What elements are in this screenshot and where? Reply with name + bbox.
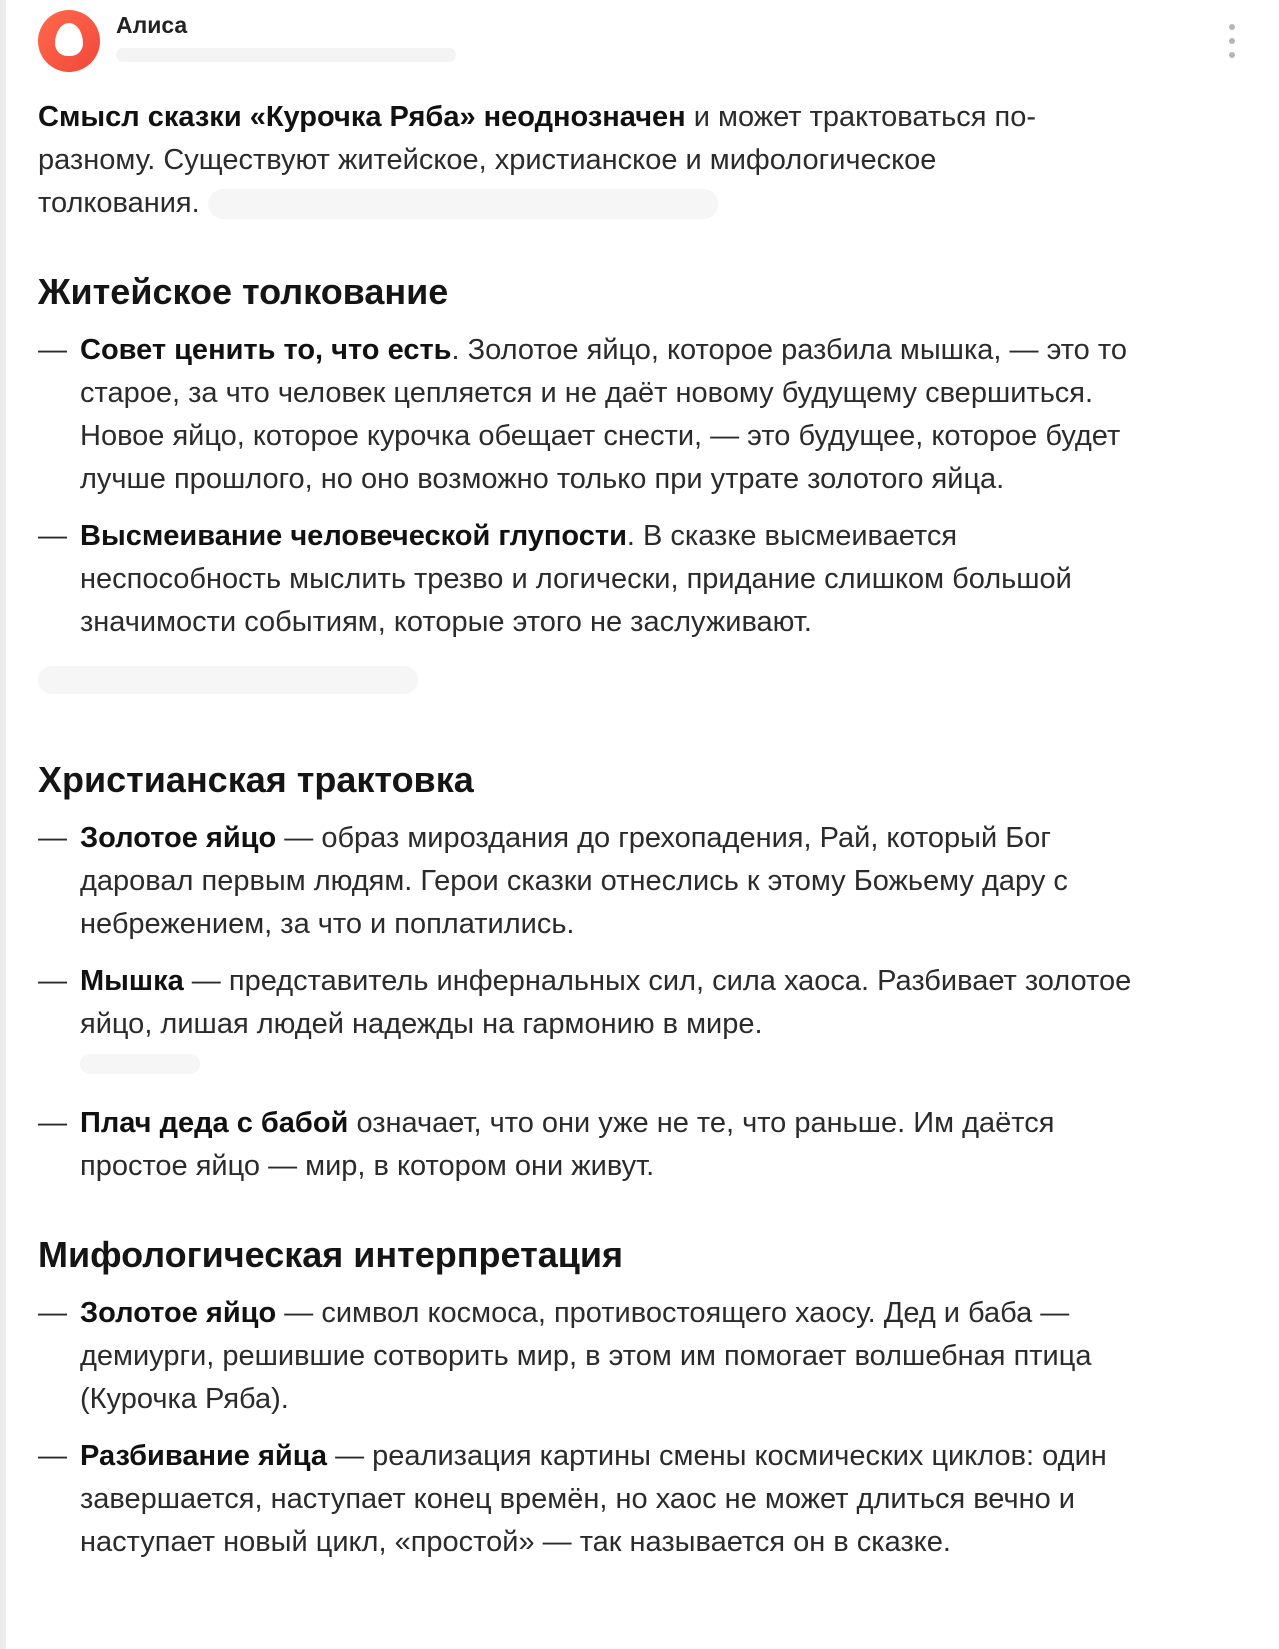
item-text: неспособность мыслить трезво и логически, придание слишком большой xyxy=(80,563,1072,595)
list-dash: — xyxy=(38,965,67,997)
item-title: Высмеивание человеческой глупости xyxy=(80,520,627,552)
blurred-placeholder xyxy=(38,666,418,694)
list-dash: — xyxy=(38,1440,67,1472)
item-text: лучше прошлого, но оно возможно только при утрате золотого яйца. xyxy=(80,463,1005,495)
item-text: — представитель инфернальных сил, сила хаоса. Разбивает золотое xyxy=(183,965,1132,997)
item-text: . Золотое яйцо, которое разбила мышка, — это то xyxy=(451,334,1127,366)
list-item xyxy=(38,1102,1198,1188)
intro-line2: разному. Существуют житейское, христианское и мифологическое xyxy=(38,144,937,176)
item-text: демиурги, решившие сотворить мир, в этом им помогает волшебная птица xyxy=(80,1340,1092,1372)
section-heading-mythological: Мифологическая интерпретация xyxy=(38,1234,623,1275)
item-title: Золотое яйцо xyxy=(80,1297,277,1329)
section-heading-christian: Христианская трактовка xyxy=(38,759,474,800)
item-text: простое яйцо — мир, в котором они живут. xyxy=(80,1150,655,1182)
blurred-placeholder xyxy=(80,1054,200,1074)
window-edge xyxy=(0,0,6,1649)
item-text: Новое яйцо, которое курочка обещает снести, — это будущее, которое будет xyxy=(80,420,1121,452)
more-dot xyxy=(1229,38,1235,44)
intro-line1: и может трактоваться по- xyxy=(685,101,1036,133)
item-text: — символ космоса, противостоящего хаосу. Дед и баба — xyxy=(276,1297,1070,1329)
assistant-name: Алиса xyxy=(116,12,188,38)
more-dot xyxy=(1229,24,1235,30)
item-title: Золотое яйцо xyxy=(80,822,277,854)
source-links-blurred xyxy=(208,189,718,219)
list-dash: — xyxy=(38,334,67,366)
item-text: значимости событиям, которые этого не заслуживают. xyxy=(80,606,812,638)
list-item xyxy=(38,817,1198,946)
item-title: Совет ценить то, что есть xyxy=(80,334,452,366)
list-item xyxy=(38,960,1198,1046)
item-title: Плач деда с бабой xyxy=(80,1107,349,1139)
list-dash: — xyxy=(38,520,67,552)
alice-logo-icon[interactable] xyxy=(38,10,100,72)
item-title: Мышка xyxy=(80,965,184,997)
message-body xyxy=(38,96,1198,1564)
item-text: означает, что они уже не те, что раньше. Им даётся xyxy=(348,1107,1055,1139)
item-text: . В сказке высмеивается xyxy=(626,520,958,552)
item-text: наступает новый цикл, «простой» — так называется он в сказке. xyxy=(80,1526,951,1558)
item-text: старое, за что человек цепляется и не даёт новому будущему свершиться. xyxy=(80,377,1094,409)
item-text: даровал первым людям. Герои сказки отнеслись к этому Божьему дару с xyxy=(80,865,1068,897)
item-text: небрежением, за что и поплатились. xyxy=(80,908,575,940)
list-dash: — xyxy=(38,1107,67,1139)
message-header xyxy=(38,8,1238,74)
item-text: — образ мироздания до грехопадения, Рай, который Бог xyxy=(276,822,1051,854)
item-text: яйцо, лишая людей надежды на гармонию в мире. xyxy=(80,1008,763,1040)
more-vertical-icon[interactable] xyxy=(1226,22,1238,60)
intro-line3: толкования. xyxy=(38,187,200,219)
assistant-subtitle-blurred xyxy=(116,48,456,62)
list-dash: — xyxy=(38,1297,67,1329)
alice-logo-shape xyxy=(55,23,83,56)
section-heading-everyday: Житейское толкование xyxy=(38,271,449,312)
list-item xyxy=(38,1435,1198,1564)
item-text: (Курочка Ряба). xyxy=(80,1383,289,1415)
intro-bold: Смысл сказки «Курочка Ряба» неоднозначен xyxy=(38,101,686,133)
list-item xyxy=(38,515,1198,644)
item-text: — реализация картины смены космических циклов: один xyxy=(327,1440,1107,1472)
list-item xyxy=(38,1292,1198,1421)
item-text: завершается, наступает конец времён, но хаос не может длиться вечно и xyxy=(80,1483,1075,1515)
intro-paragraph xyxy=(38,96,1118,225)
item-title: Разбивание яйца xyxy=(80,1440,328,1472)
list-item xyxy=(38,329,1198,501)
list-dash: — xyxy=(38,822,67,854)
more-dot xyxy=(1229,52,1235,58)
